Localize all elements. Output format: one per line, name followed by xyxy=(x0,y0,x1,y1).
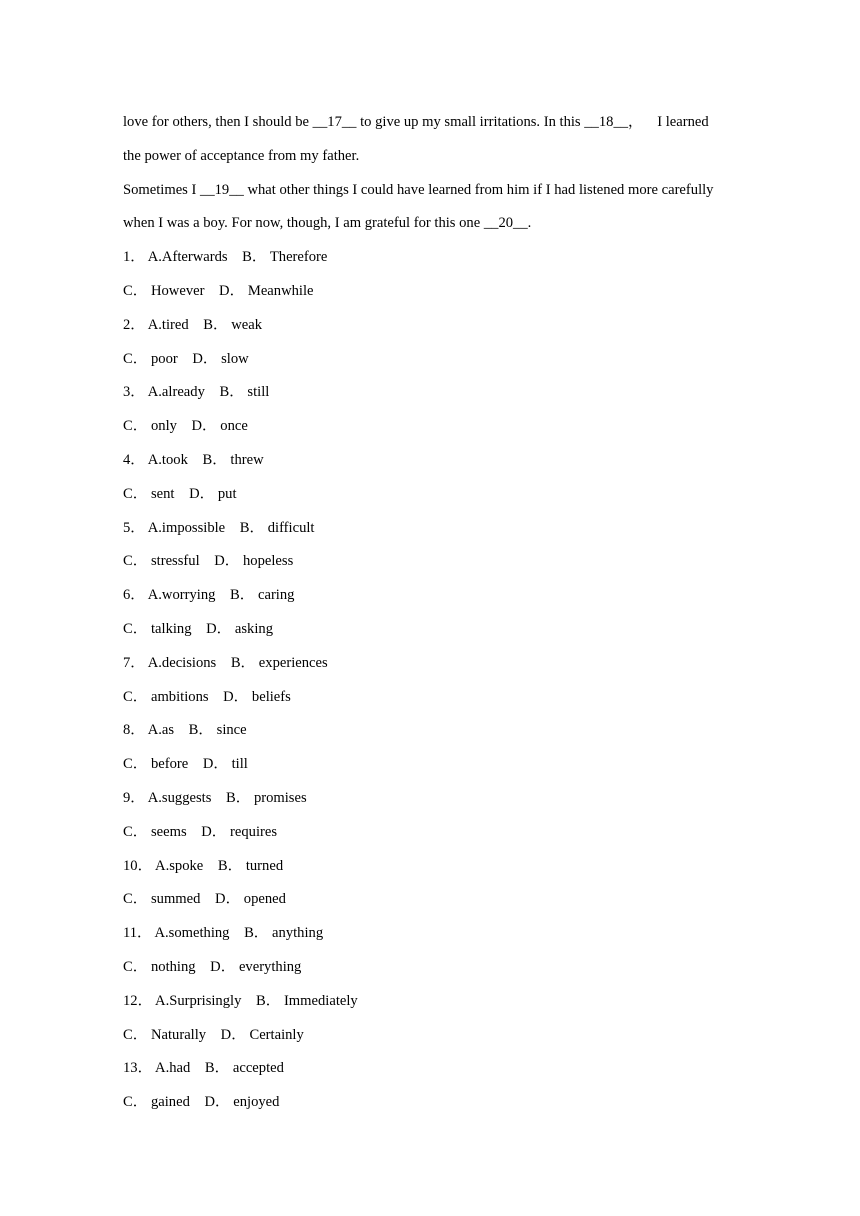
question-7-options-cd: C． ambitions D． beliefs xyxy=(123,688,291,705)
question-1-options-cd: C． However D． Meanwhile xyxy=(123,282,314,299)
question-12-options-ab: 12． A.Surprisingly B． Immediately xyxy=(123,992,358,1009)
question-7-options-ab: 7． A.decisions B． experiences xyxy=(123,654,328,671)
question-13-options-cd: C． gained D． enjoyed xyxy=(123,1094,280,1111)
question-5-options-cd: C． stressful D． hopeless xyxy=(123,553,294,570)
question-6-options-ab: 6． A.worrying B． caring xyxy=(123,587,295,604)
passage-line: love for others, then I should be __17__ to give up my small irritations. In this __18__， I learned xyxy=(123,114,709,130)
passage-line: the power of acceptance from my father. xyxy=(123,147,360,164)
question-11-options-ab: 11． A.something B． anything xyxy=(123,925,324,942)
question-2-options-ab: 2． A.tired B． weak xyxy=(123,316,263,333)
question-9-options-cd: C． seems D． requires xyxy=(123,823,278,840)
question-4-options-cd: C． sent D． put xyxy=(123,485,237,502)
question-2-options-cd: C． poor D． slow xyxy=(123,350,249,367)
question-6-options-cd: C． talking D． asking xyxy=(123,620,273,637)
question-8-options-ab: 8． A.as B． since xyxy=(123,722,247,739)
question-10-options-ab: 10． A.spoke B． turned xyxy=(123,857,284,874)
question-9-options-ab: 9． A.suggests B． promises xyxy=(123,789,307,806)
question-4-options-ab: 4． A.took B． threw xyxy=(123,451,264,468)
question-13-options-ab: 13． A.had B． accepted xyxy=(123,1060,284,1077)
question-12-options-cd: C． Naturally D． Certainly xyxy=(123,1026,304,1043)
document-page xyxy=(123,107,743,1121)
question-3-options-ab: 3． A.already B． still xyxy=(123,384,270,401)
question-10-options-cd: C． summed D． opened xyxy=(123,891,286,908)
question-1-options-ab: 1． A.Afterwards B． Therefore xyxy=(123,249,328,266)
passage-line: when I was a boy. For now, though, I am grateful for this one __20__. xyxy=(123,215,532,232)
question-3-options-cd: C． only D． once xyxy=(123,418,248,435)
question-11-options-cd: C． nothing D． everything xyxy=(123,958,302,975)
question-5-options-ab: 5． A.impossible B． difficult xyxy=(123,519,315,536)
passage-line: Sometimes I __19__ what other things I could have learned from him if I had listened more carefully xyxy=(123,181,714,198)
question-8-options-cd: C． before D． till xyxy=(123,756,248,773)
